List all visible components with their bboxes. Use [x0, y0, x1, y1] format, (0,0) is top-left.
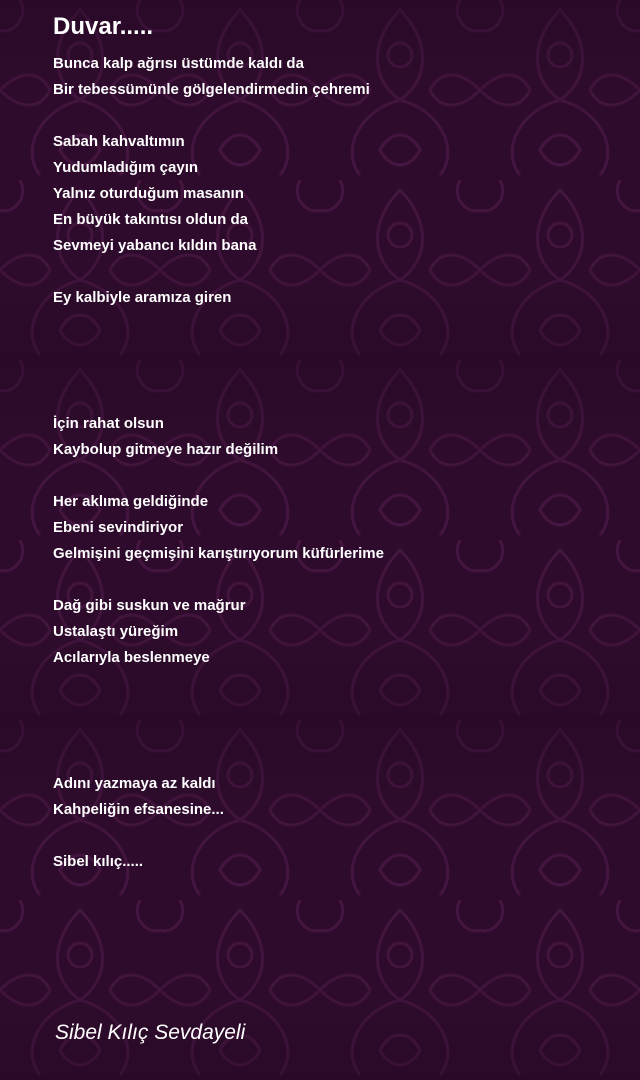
poem-line: Bunca kalp ağrısı üstümde kaldı da	[53, 55, 304, 72]
poem-line: İçin rahat olsun	[53, 415, 164, 432]
poem-line: Yalnız oturduğum masanın	[53, 185, 244, 202]
poem-line: Sevmeyi yabancı kıldın bana	[53, 237, 257, 254]
poem-line: Bir tebessümünle gölgelendirmedin çehremi	[53, 81, 370, 98]
poem-signature-line: Sibel kılıç.....	[53, 853, 144, 870]
poem-line: Kaybolup gitmeye hazır değilim	[53, 441, 279, 458]
poem-line: Kahpeliğin efsanesine...	[53, 801, 224, 818]
poem-line: Her aklıma geldiğinde	[53, 493, 209, 510]
poem-line: Sabah kahvaltımın	[53, 133, 185, 150]
poem-line: Ustalaştı yüreğim	[53, 623, 179, 640]
poem-line: En büyük takıntısı oldun da	[53, 211, 249, 228]
poem-author: Sibel Kılıç Sevdayeli	[55, 1021, 246, 1044]
poem-line: Gelmişini geçmişini karıştırıyorum küfürlerime	[53, 545, 384, 562]
poem-title: Duvar.....	[53, 13, 154, 40]
poem-line: Yudumladığım çayın	[53, 159, 199, 176]
poem-line: Dağ gibi suskun ve mağrur	[53, 597, 246, 614]
poem-line: Adını yazmaya az kaldı	[53, 775, 216, 792]
poem-line: Ey kalbiyle aramıza giren	[53, 289, 232, 306]
poem-line: Acılarıyla beslenmeye	[53, 649, 210, 666]
poem-line: Ebeni sevindiriyor	[53, 519, 184, 536]
